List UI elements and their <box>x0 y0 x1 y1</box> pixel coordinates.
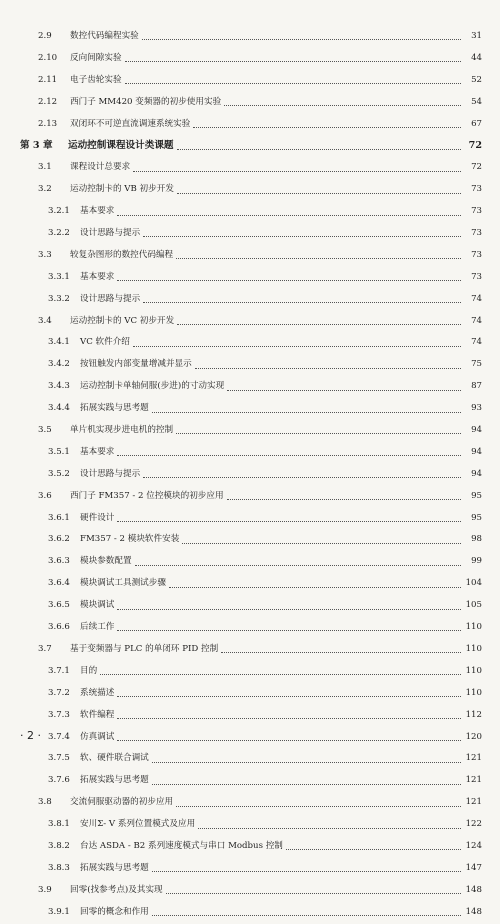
toc-entry-number: 3.7.1 <box>48 665 70 676</box>
toc-entry-title: 设计思路与提示 <box>80 468 141 479</box>
toc-entry-page: 148 <box>465 906 482 917</box>
dot-leader <box>143 230 461 237</box>
toc-entry-number: 3.8.2 <box>48 840 70 851</box>
toc-entry-number: 3.6.5 <box>48 600 70 611</box>
toc-entry[interactable] <box>0 661 500 683</box>
toc-entry-number: 3.7.5 <box>48 753 70 764</box>
dot-leader <box>125 77 461 84</box>
toc-entry-number: 3.2.2 <box>48 228 70 239</box>
toc-entry-title: 较复杂图形的数控代码编程 <box>70 249 174 260</box>
toc-entry-page: 95 <box>471 512 482 523</box>
dot-leader <box>176 252 461 259</box>
toc-entry-number: 3.5 <box>38 425 52 436</box>
toc-entry-number: 3.3.1 <box>48 271 70 282</box>
toc-entry-number: 3.4 <box>38 315 52 326</box>
dot-leader <box>125 55 461 62</box>
toc-entry-page: 148 <box>465 884 482 895</box>
toc-entry[interactable] <box>0 92 500 114</box>
toc-entry-page: 124 <box>465 840 482 851</box>
dot-leader <box>182 537 461 544</box>
toc-entry[interactable] <box>0 595 500 617</box>
toc-entry-title: 拓展实践与思考题 <box>80 403 149 414</box>
toc-entry-page: 73 <box>471 206 482 217</box>
toc-entry[interactable] <box>0 727 500 749</box>
toc-entry-page: 104 <box>465 578 482 589</box>
dot-leader <box>286 843 461 850</box>
toc-entry-page: 74 <box>471 293 482 304</box>
toc-entry-page: 72 <box>468 140 482 152</box>
toc-entry-title: 台达 ASDA - B2 系列速度模式与串口 Modbus 控制 <box>80 840 283 851</box>
toc-entry[interactable] <box>0 223 500 245</box>
toc-entry-number: 3.6.1 <box>48 512 70 523</box>
toc-entry-number: 3.4.3 <box>48 381 70 392</box>
toc-entry-page: 73 <box>471 184 482 195</box>
toc-entry[interactable] <box>0 464 500 486</box>
toc-entry-title: 设计思路与提示 <box>80 228 141 239</box>
dot-leader <box>177 187 461 194</box>
toc-entry[interactable] <box>0 617 500 639</box>
toc-entry-number: 3.7.3 <box>48 709 70 720</box>
toc-entry[interactable] <box>0 201 500 223</box>
toc-entry[interactable] <box>0 902 500 924</box>
toc-entry-page: 120 <box>465 731 482 742</box>
toc-entry[interactable] <box>0 683 500 705</box>
toc-entry-number: 3.5.1 <box>48 446 70 457</box>
toc-entry-title: 拓展实践与思考题 <box>80 862 149 873</box>
toc-entry-title: 目的 <box>80 665 98 676</box>
toc-entry-title: 基本要求 <box>80 271 115 282</box>
toc-entry[interactable] <box>0 157 500 179</box>
toc-entry-page: 98 <box>471 534 482 545</box>
toc-entry-page: 112 <box>465 709 482 720</box>
toc-entry-number: 2.11 <box>38 74 58 85</box>
toc-entry-number: 第 3 章 <box>20 140 53 152</box>
toc-entry-title: 基于变频器与 PLC 的单闭环 PID 控制 <box>70 643 219 654</box>
toc-entry[interactable] <box>0 486 500 508</box>
dot-leader <box>152 406 461 413</box>
toc-entry-number: 3.6 <box>38 490 52 501</box>
toc-entry[interactable] <box>0 376 500 398</box>
toc-entry-title: 单片机实现步进电机的控制 <box>70 425 174 436</box>
toc-entry[interactable] <box>0 529 500 551</box>
dot-leader <box>143 471 461 478</box>
toc-entry[interactable] <box>0 311 500 333</box>
toc-entry-title: 交流伺服驱动器的初步应用 <box>70 797 174 808</box>
toc-entry-page: 122 <box>465 819 482 830</box>
toc-entry-title: 设计思路与提示 <box>80 293 141 304</box>
toc-entry-number: 3.9 <box>38 884 52 895</box>
toc-entry[interactable] <box>0 289 500 311</box>
toc-entry-title: 西门子 MM420 变频器的初步使用实验 <box>70 96 222 107</box>
toc-entry-page: 110 <box>465 687 482 698</box>
toc-entry-page: 31 <box>471 31 482 41</box>
dot-leader <box>143 296 461 303</box>
toc-entry-page: 73 <box>471 271 482 282</box>
toc-entry[interactable] <box>0 836 500 858</box>
toc-entry-title: 回零的概念和作用 <box>80 906 149 917</box>
toc-entry-number: 3.6.3 <box>48 556 70 567</box>
dot-leader <box>193 121 461 128</box>
dot-leader <box>227 493 461 500</box>
toc-entry-title: 双闭环不可逆直流调速系统实验 <box>70 118 191 129</box>
dot-leader <box>117 624 461 631</box>
toc-entry-number: 3.9.1 <box>48 906 70 917</box>
dot-leader <box>100 668 461 675</box>
dot-leader <box>133 340 461 347</box>
toc-entry-number: 2.12 <box>38 96 58 107</box>
toc-entry[interactable] <box>0 639 500 661</box>
toc-entry-number: 3.2.1 <box>48 206 70 217</box>
dot-leader <box>177 318 461 325</box>
toc-chapter-entry[interactable] <box>0 135 500 157</box>
toc-entry-number: 3.3 <box>38 249 52 260</box>
toc-entry-number: 3.7.4 <box>48 731 70 742</box>
toc-entry-number: 2.10 <box>38 52 58 63</box>
dot-leader <box>135 559 461 566</box>
toc-entry-number: 3.6.6 <box>48 622 70 633</box>
dot-leader <box>152 756 461 763</box>
toc-entry-number: 3.8.3 <box>48 862 70 873</box>
toc-entry[interactable] <box>0 705 500 727</box>
dot-leader <box>117 603 461 610</box>
toc-entry-page: 94 <box>471 468 482 479</box>
toc-entry-title: 仿真调试 <box>80 731 115 742</box>
table-of-contents <box>0 26 500 924</box>
toc-entry-title: 基本要求 <box>80 446 115 457</box>
toc-entry-title: 电子齿轮实验 <box>70 74 122 85</box>
toc-entry-title: 模块调试 <box>80 600 115 611</box>
toc-entry-title: 软件编程 <box>80 709 115 720</box>
dot-leader <box>152 865 461 872</box>
toc-entry-page: 87 <box>471 381 482 392</box>
toc-entry-page: 73 <box>471 249 482 260</box>
toc-entry-number: 3.7.6 <box>48 775 70 786</box>
toc-entry-page: 67 <box>471 118 482 129</box>
toc-entry-title: 系统描述 <box>80 687 115 698</box>
toc-entry[interactable] <box>0 770 500 792</box>
toc-entry-page: 72 <box>471 162 482 173</box>
toc-entry-page: 93 <box>471 403 482 414</box>
dot-leader <box>166 887 461 894</box>
dot-leader <box>117 274 461 281</box>
toc-entry[interactable] <box>0 114 500 136</box>
toc-entry-page: 44 <box>471 52 482 63</box>
toc-entry-title: 运动控制卡的 VC 初步开发 <box>70 315 175 326</box>
toc-entry-title: 拓展实践与思考题 <box>80 775 149 786</box>
toc-entry-page: 147 <box>465 862 482 873</box>
toc-entry-page: 75 <box>471 359 482 370</box>
toc-entry-page: 121 <box>465 775 482 786</box>
toc-entry-title: 运动控制卡的 VB 初步开发 <box>70 184 174 195</box>
dot-leader <box>117 449 461 456</box>
dot-leader <box>176 427 461 434</box>
dot-leader <box>177 143 461 150</box>
dot-leader <box>227 384 461 391</box>
dot-leader <box>117 515 461 522</box>
toc-entry-page: 73 <box>471 228 482 239</box>
toc-entry-page: 121 <box>465 753 482 764</box>
toc-entry-number: 2.9 <box>38 31 52 41</box>
dot-leader <box>176 800 461 807</box>
toc-entry-page: 105 <box>465 600 482 611</box>
toc-entry[interactable] <box>0 354 500 376</box>
toc-entry[interactable] <box>0 508 500 530</box>
toc-entry-title: 软、硬件联合调试 <box>80 753 149 764</box>
toc-entry-number: 3.4.1 <box>48 337 70 348</box>
toc-entry-title: 运动控制卡单轴伺服(步进)的寸动实现 <box>80 381 225 392</box>
dot-leader <box>133 165 461 172</box>
toc-entry[interactable] <box>0 814 500 836</box>
toc-entry-title: 反向间隙实验 <box>70 52 122 63</box>
dot-leader <box>152 909 461 916</box>
toc-entry-title: 按钮触发内部变量增减并显示 <box>80 359 192 370</box>
dot-leader <box>117 734 461 741</box>
toc-entry[interactable] <box>0 267 500 289</box>
toc-entry[interactable] <box>0 792 500 814</box>
toc-entry[interactable] <box>0 573 500 595</box>
toc-entry-page: 110 <box>465 665 482 676</box>
toc-entry-page: 94 <box>471 446 482 457</box>
toc-entry[interactable] <box>0 48 500 70</box>
toc-entry-title: 运动控制课程设计类课题 <box>68 140 174 152</box>
toc-entry[interactable] <box>0 70 500 92</box>
toc-entry-number: 3.2 <box>38 184 52 195</box>
toc-entry[interactable] <box>0 332 500 354</box>
toc-entry[interactable] <box>0 420 500 442</box>
toc-entry[interactable] <box>0 748 500 770</box>
toc-entry[interactable] <box>0 179 500 201</box>
dot-leader <box>221 646 461 653</box>
toc-entry-number: 3.4.2 <box>48 359 70 370</box>
toc-entry-number: 3.7 <box>38 643 52 654</box>
toc-entry-title: 后续工作 <box>80 622 115 633</box>
toc-entry-title: 西门子 FM357 - 2 位控模块的初步应用 <box>70 490 224 501</box>
toc-entry-title: 模块调试工具测试步骤 <box>80 578 166 589</box>
toc-entry-number: 3.6.2 <box>48 534 70 545</box>
dot-leader <box>117 209 461 216</box>
toc-entry[interactable] <box>0 26 500 48</box>
toc-entry[interactable] <box>0 245 500 267</box>
toc-entry-title: 模块参数配置 <box>80 556 132 567</box>
toc-entry-number: 3.7.2 <box>48 687 70 698</box>
toc-entry-title: FM357 - 2 模块软件安装 <box>80 534 180 545</box>
dot-leader <box>142 33 461 40</box>
dot-leader <box>117 690 461 697</box>
page-number: · 2 · <box>20 729 41 742</box>
dot-leader <box>152 778 461 785</box>
toc-entry[interactable] <box>0 858 500 880</box>
toc-entry[interactable] <box>0 551 500 573</box>
toc-entry-title: 课程设计总要求 <box>70 162 131 173</box>
toc-entry-page: 74 <box>471 315 482 326</box>
toc-entry-page: 54 <box>471 96 482 107</box>
toc-entry-number: 3.8 <box>38 797 52 808</box>
toc-entry-number: 3.1 <box>38 162 52 173</box>
toc-entry[interactable] <box>0 442 500 464</box>
toc-entry-title: VC 软件介绍 <box>80 337 130 348</box>
toc-entry-page: 74 <box>471 337 482 348</box>
toc-entry[interactable] <box>0 880 500 902</box>
dot-leader <box>195 362 461 369</box>
dot-leader <box>224 99 461 106</box>
toc-entry-number: 3.3.2 <box>48 293 70 304</box>
toc-entry[interactable] <box>0 398 500 420</box>
toc-entry-title: 数控代码编程实验 <box>70 31 139 41</box>
toc-entry-number: 3.4.4 <box>48 403 70 414</box>
toc-entry-page: 94 <box>471 425 482 436</box>
toc-entry-page: 99 <box>471 556 482 567</box>
toc-entry-page: 95 <box>471 490 482 501</box>
toc-entry-title: 回零(找参考点)及其实现 <box>70 884 163 895</box>
toc-entry-number: 3.8.1 <box>48 819 70 830</box>
toc-entry-number: 3.6.4 <box>48 578 70 589</box>
toc-entry-page: 110 <box>465 643 482 654</box>
toc-entry-title: 基本要求 <box>80 206 115 217</box>
toc-entry-number: 2.13 <box>38 118 58 129</box>
toc-entry-page: 121 <box>465 797 482 808</box>
dot-leader <box>169 581 461 588</box>
dot-leader <box>117 712 461 719</box>
toc-entry-title: 安川Σ- V 系列位置模式及应用 <box>80 819 196 830</box>
toc-entry-page: 52 <box>471 74 482 85</box>
dot-leader <box>198 822 461 829</box>
toc-entry-number: 3.5.2 <box>48 468 70 479</box>
toc-entry-title: 硬件设计 <box>80 512 115 523</box>
toc-entry-page: 110 <box>465 622 482 633</box>
